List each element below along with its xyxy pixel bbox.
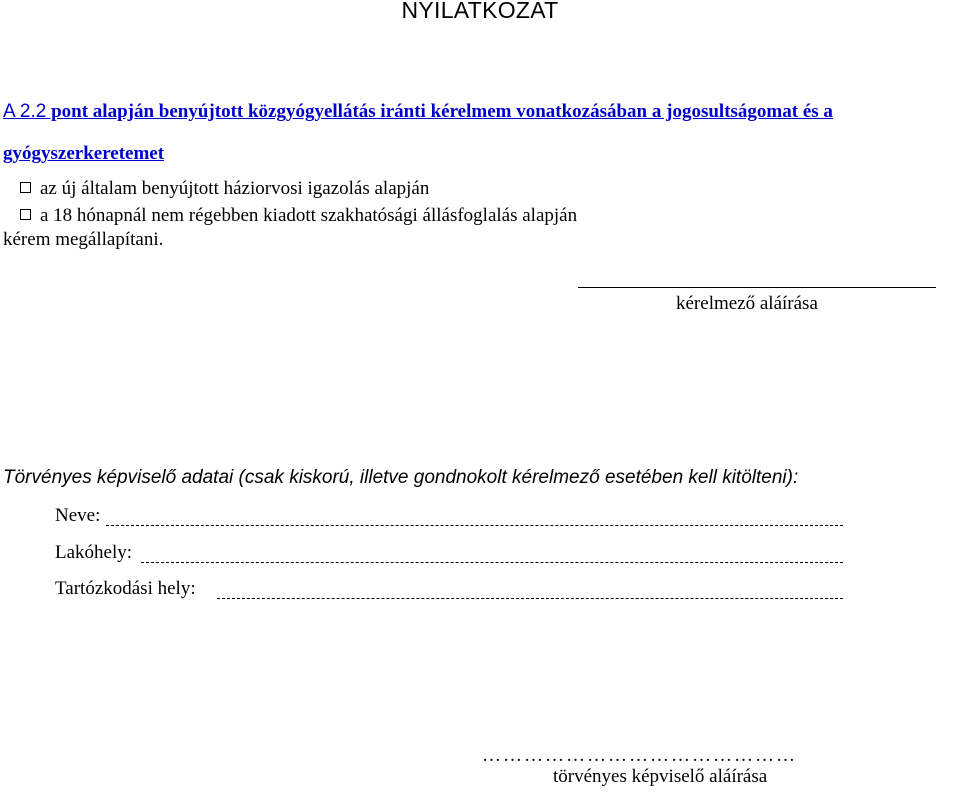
option-label-2: a 18 hónapnál nem régebben kiadott szakhatósági állásfoglalás alapján <box>40 205 578 226</box>
option-item-2[interactable] <box>20 205 577 227</box>
closing-text: kérem megállapítani. <box>3 229 164 250</box>
name-label: Neve: <box>55 505 101 526</box>
representative-heading: Törvényes képviselő adatai (csak kiskorú, illetve gondnokolt kérelmező esetében kell kitölteni): <box>3 467 799 488</box>
option-item-1[interactable] <box>20 178 429 200</box>
name-field[interactable] <box>106 525 843 526</box>
representative-signature-line: ……………………………………… <box>482 745 797 766</box>
option-label-1: az új általam benyújtott háziorvosi igazolás alapján <box>40 178 430 199</box>
intro-line-2: gyógyszerkeretemet <box>3 143 165 164</box>
checkbox-icon[interactable] <box>20 182 31 193</box>
checkbox-icon[interactable] <box>20 209 31 220</box>
intro-line-1 <box>3 101 833 123</box>
stay-address-field[interactable] <box>217 598 843 599</box>
applicant-signature-line <box>578 287 936 288</box>
stay-address-label: Tartózkodási hely: <box>55 578 196 599</box>
residence-label: Lakóhely: <box>55 542 133 563</box>
document-title: NYILATKOZAT <box>401 0 559 23</box>
representative-signature-label: törvényes képviselő aláírása <box>553 766 768 787</box>
intro-rest: pont alapján benyújtott közgyógyellátás iránti kérelmem vonatkozásában a jogosultságomat és a <box>46 101 833 122</box>
intro-prefix: A 2.2 <box>3 101 47 122</box>
residence-field[interactable] <box>141 562 843 563</box>
applicant-signature-label: kérelmező aláírása <box>676 293 818 314</box>
